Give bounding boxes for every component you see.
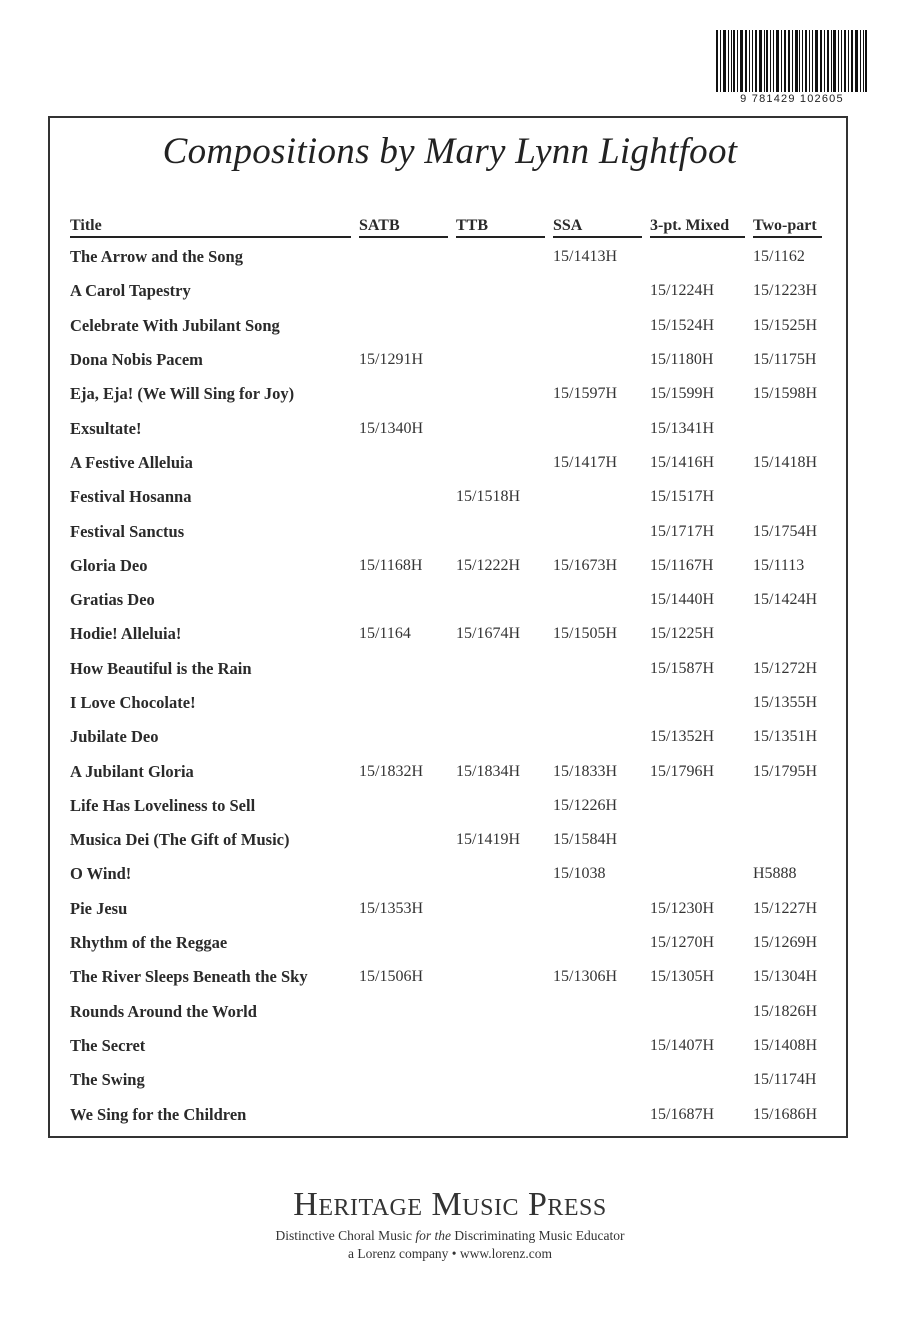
catalog-number-ttb: [456, 652, 553, 686]
catalog-number-two-part: 15/1525H: [753, 316, 817, 334]
catalog-number-ttb: [456, 1063, 553, 1097]
table-row: [70, 652, 830, 686]
catalog-number-satb: [359, 274, 456, 308]
compositions-table: [70, 210, 830, 1132]
catalog-number-ttb: 15/1222H: [456, 556, 520, 574]
catalog-number-two-part: 15/1408H: [753, 1036, 817, 1054]
catalog-number-ssa: 15/1584H: [553, 831, 617, 849]
catalog-number-ttb: [456, 274, 553, 308]
barcode-bar: [831, 30, 832, 92]
table-row: [70, 411, 830, 445]
catalog-number-satb: [359, 652, 456, 686]
catalog-number-ttb: [456, 960, 553, 994]
barcode-bar: [865, 30, 867, 92]
column-header-ssa: SSA: [553, 210, 650, 240]
catalog-number-ttb: [456, 583, 553, 617]
table-row: [70, 377, 830, 411]
barcode-bar: [863, 30, 864, 92]
catalog-number-ssa: [553, 652, 650, 686]
publisher-footer: [0, 1186, 900, 1262]
catalog-number-ssa: 15/1833H: [553, 762, 617, 780]
composition-title: We Sing for the Children: [70, 1104, 247, 1124]
catalog-number-ttb: [456, 1097, 553, 1131]
composition-title: Hodie! Alleluia!: [70, 624, 182, 644]
barcode-bar: [731, 30, 732, 92]
catalog-number-satb: [359, 480, 456, 514]
catalog-number-3pt-mixed: [650, 995, 753, 1029]
catalog-number-two-part: [753, 789, 830, 823]
barcode-bar: [855, 30, 858, 92]
catalog-number-3pt-mixed: [650, 240, 753, 274]
catalog-number-two-part: 15/1754H: [753, 522, 817, 540]
table-row: [70, 720, 830, 754]
composition-title: The Arrow and the Song: [70, 247, 243, 267]
catalog-number-two-part: 15/1223H: [753, 282, 817, 300]
catalog-number-ttb: 15/1834H: [456, 762, 520, 780]
catalog-number-ttb: 15/1419H: [456, 831, 520, 849]
catalog-number-satb: 15/1164: [359, 625, 411, 643]
catalog-number-two-part: 15/1162: [753, 248, 805, 266]
catalog-number-ttb: [456, 309, 553, 343]
catalog-number-ttb: [456, 892, 553, 926]
catalog-number-two-part: 15/1355H: [753, 694, 817, 711]
catalog-number-two-part: 15/1174H: [753, 1071, 817, 1089]
catalog-number-satb: [359, 789, 456, 823]
catalog-number-3pt-mixed: 15/1717H: [650, 522, 714, 540]
composition-title: Gratias Deo: [70, 590, 155, 610]
barcode-bar: [733, 30, 735, 92]
catalog-number-satb: 15/1832H: [359, 762, 423, 780]
table-row: [70, 1029, 830, 1063]
catalog-number-two-part: 15/1598H: [753, 385, 817, 403]
composition-title: Rhythm of the Reggae: [70, 933, 228, 953]
table-row: [70, 960, 830, 994]
catalog-number-ttb: [456, 720, 553, 754]
catalog-number-3pt-mixed: [650, 823, 753, 857]
barcode-bar: [812, 30, 813, 92]
catalog-number-ssa: [553, 892, 650, 926]
composition-title: I Love Chocolate!: [70, 693, 196, 712]
catalog-number-two-part: 15/1304H: [753, 968, 817, 986]
catalog-number-ttb: [456, 1029, 553, 1063]
column-header-ttb: TTB: [456, 210, 553, 240]
composition-title: The River Sleeps Beneath the Sky: [70, 967, 308, 987]
composition-title: The Swing: [70, 1070, 145, 1090]
catalog-number-ssa: 15/1417H: [553, 453, 617, 471]
catalog-number-ssa: [553, 274, 650, 308]
catalog-number-satb: 15/1168H: [359, 556, 423, 574]
column-header-3pt-mixed: 3-pt. Mixed: [650, 210, 753, 240]
catalog-number-3pt-mixed: 15/1440H: [650, 591, 714, 609]
barcode-bar: [773, 30, 774, 92]
composition-title: How Beautiful is the Rain: [70, 658, 252, 678]
catalog-number-ssa: [553, 926, 650, 960]
publisher-logo: Heritage Music Press: [293, 1186, 607, 1223]
catalog-number-ssa: [553, 1063, 650, 1097]
catalog-number-3pt-mixed: 15/1524H: [650, 316, 714, 334]
barcode-bar: [737, 30, 738, 92]
barcode-bar: [749, 30, 750, 92]
catalog-number-two-part: 15/1418H: [753, 453, 817, 471]
catalog-number-ssa: [553, 583, 650, 617]
composition-title: Festival Sanctus: [70, 521, 185, 541]
catalog-number-satb: [359, 514, 456, 548]
catalog-number-3pt-mixed: 15/1224H: [650, 282, 714, 300]
table-row: [70, 857, 830, 891]
catalog-number-ssa: 15/1597H: [553, 385, 617, 403]
barcode: [716, 30, 868, 105]
catalog-number-satb: [359, 995, 456, 1029]
catalog-number-satb: [359, 1063, 456, 1097]
catalog-number-3pt-mixed: 15/1270H: [650, 934, 714, 952]
barcode-bar: [809, 30, 810, 92]
catalog-number-3pt-mixed: 15/1407H: [650, 1036, 714, 1054]
catalog-number-ttb: [456, 514, 553, 548]
barcode-bar: [740, 30, 743, 92]
catalog-number-ttb: [456, 446, 553, 480]
catalog-number-two-part: 15/1113: [753, 556, 805, 574]
catalog-number-ttb: [456, 377, 553, 411]
table-row: [70, 274, 830, 308]
catalog-number-two-part: 15/1272H: [753, 659, 817, 677]
barcode-bar: [764, 30, 765, 92]
catalog-number-ssa: 15/1505H: [553, 625, 617, 643]
catalog-number-ssa: [553, 1097, 650, 1131]
barcode-bar: [833, 30, 836, 92]
catalog-number-two-part: [753, 480, 830, 514]
catalog-number-ttb: [456, 926, 553, 960]
catalog-number-two-part: H5888: [753, 865, 797, 883]
barcode-bar: [844, 30, 846, 92]
catalog-number-ssa: 15/1226H: [553, 796, 617, 814]
table-row: [70, 789, 830, 823]
barcode-bar: [723, 30, 726, 92]
catalog-number-ssa: 15/1306H: [553, 968, 617, 986]
catalog-number-ssa: [553, 1029, 650, 1063]
catalog-number-3pt-mixed: 15/1305H: [650, 968, 714, 986]
table-row: [70, 754, 830, 788]
table-row: [70, 1063, 830, 1097]
catalog-number-ssa: [553, 514, 650, 548]
barcode-bar: [802, 30, 803, 92]
catalog-number-3pt-mixed: [650, 686, 753, 720]
barcode-bar: [781, 30, 782, 92]
table-row: [70, 583, 830, 617]
catalog-number-two-part: [753, 823, 830, 857]
publisher-tagline: Distinctive Choral Music for the Discriminating Music Educator: [275, 1228, 625, 1243]
catalog-number-satb: [359, 720, 456, 754]
barcode-bar: [805, 30, 807, 92]
catalog-number-two-part: [753, 411, 830, 445]
catalog-number-satb: [359, 926, 456, 960]
barcode-bar: [792, 30, 793, 92]
catalog-number-3pt-mixed: [650, 789, 753, 823]
barcode-bar: [799, 30, 800, 92]
catalog-number-ttb: [456, 686, 553, 720]
table-header-row: [70, 210, 830, 240]
catalog-number-two-part: 15/1686H: [753, 1105, 817, 1123]
catalog-number-two-part: 15/1826H: [753, 1002, 817, 1020]
barcode-bar: [848, 30, 849, 92]
barcode-bar: [841, 30, 842, 92]
catalog-number-satb: [359, 446, 456, 480]
catalog-number-3pt-mixed: 15/1167H: [650, 556, 714, 574]
table-row: [70, 480, 830, 514]
composition-title: Life Has Loveliness to Sell: [70, 795, 256, 815]
table-row: [70, 995, 830, 1029]
barcode-bar: [745, 30, 747, 92]
catalog-number-3pt-mixed: 15/1687H: [650, 1105, 714, 1123]
table-row: [70, 309, 830, 343]
catalog-number-ssa: [553, 343, 650, 377]
composition-title: Pie Jesu: [70, 898, 128, 918]
composition-title: Eja, Eja! (We Will Sing for Joy): [70, 384, 295, 404]
composition-title: A Festive Alleluia: [70, 452, 193, 472]
table-row: [70, 1097, 830, 1131]
composition-title: Rounds Around the World: [70, 1001, 257, 1021]
catalog-number-satb: 15/1291H: [359, 351, 423, 369]
catalog-number-ssa: [553, 686, 650, 720]
table-row: [70, 686, 830, 720]
barcode-bars: [716, 30, 868, 92]
composition-title: Jubilate Deo: [70, 727, 159, 747]
barcode-bar: [716, 30, 718, 92]
composition-title: The Secret: [70, 1035, 146, 1055]
catalog-number-satb: [359, 309, 456, 343]
catalog-number-3pt-mixed: 15/1352H: [650, 728, 714, 746]
catalog-number-ssa: 15/1038: [553, 865, 606, 883]
catalog-number-ssa: 15/1413H: [553, 248, 617, 266]
catalog-number-ttb: [456, 343, 553, 377]
catalog-number-two-part: 15/1795H: [753, 762, 817, 780]
catalog-number-ttb: [456, 240, 553, 274]
catalog-number-3pt-mixed: 15/1180H: [650, 351, 714, 369]
catalog-number-satb: [359, 240, 456, 274]
catalog-number-two-part: 15/1175H: [753, 351, 817, 369]
barcode-bar: [784, 30, 786, 92]
catalog-number-two-part: 15/1269H: [753, 934, 817, 952]
barcode-bar: [827, 30, 829, 92]
column-header-two-part: Two-part: [753, 210, 830, 240]
catalog-number-3pt-mixed: [650, 857, 753, 891]
barcode-bar: [755, 30, 757, 92]
catalog-number-two-part: 15/1424H: [753, 591, 817, 609]
catalog-number-3pt-mixed: 15/1416H: [650, 453, 714, 471]
catalog-number-3pt-mixed: 15/1587H: [650, 659, 714, 677]
catalog-number-ttb: [456, 789, 553, 823]
catalog-number-ttb: 15/1674H: [456, 625, 520, 643]
composition-title: Celebrate With Jubilant Song: [70, 315, 280, 335]
catalog-number-satb: [359, 1097, 456, 1131]
catalog-number-satb: [359, 823, 456, 857]
composition-title: Gloria Deo: [70, 555, 148, 575]
page-title: Compositions by Mary Lynn Lightfoot: [162, 131, 738, 172]
catalog-number-3pt-mixed: 15/1599H: [650, 385, 714, 403]
composition-title: Festival Hosanna: [70, 487, 192, 507]
barcode-bar: [766, 30, 768, 92]
composition-title: O Wind!: [70, 864, 132, 884]
barcode-bar: [720, 30, 721, 92]
table-row: [70, 240, 830, 274]
catalog-number-satb: [359, 583, 456, 617]
catalog-number-3pt-mixed: [650, 1063, 753, 1097]
table-row: [70, 446, 830, 480]
company-line: a Lorenz company • www.lorenz.com: [347, 1246, 553, 1261]
composition-title: Exsultate!: [70, 418, 142, 438]
catalog-number-satb: [359, 686, 456, 720]
barcode-bar: [752, 30, 753, 92]
catalog-number-3pt-mixed: 15/1796H: [650, 762, 714, 780]
barcode-bar: [820, 30, 822, 92]
barcode-bar: [770, 30, 771, 92]
barcode-bar: [776, 30, 779, 92]
barcode-bar: [824, 30, 825, 92]
catalog-number-two-part: 15/1351H: [753, 728, 817, 746]
catalog-number-satb: 15/1506H: [359, 968, 423, 986]
catalog-number-ssa: 15/1673H: [553, 556, 617, 574]
catalog-number-satb: 15/1340H: [359, 419, 423, 437]
table-row: [70, 926, 830, 960]
catalog-number-ttb: [456, 857, 553, 891]
table-row: [70, 343, 830, 377]
catalog-number-ttb: [456, 411, 553, 445]
barcode-bar: [728, 30, 729, 92]
catalog-number-3pt-mixed: 15/1341H: [650, 419, 714, 437]
catalog-number-ssa: [553, 995, 650, 1029]
barcode-bar: [815, 30, 818, 92]
catalog-number-3pt-mixed: 15/1517H: [650, 488, 714, 506]
catalog-number-ssa: [553, 411, 650, 445]
table-row: [70, 514, 830, 548]
catalog-number-ssa: [553, 309, 650, 343]
composition-title: A Jubilant Gloria: [70, 761, 194, 781]
barcode-bar: [851, 30, 853, 92]
composition-title: Musica Dei (The Gift of Music): [70, 830, 290, 850]
barcode-bar: [788, 30, 790, 92]
catalog-number-satb: [359, 1029, 456, 1063]
barcode-bar: [860, 30, 861, 92]
catalog-number-ssa: [553, 480, 650, 514]
catalog-number-two-part: 15/1227H: [753, 899, 817, 917]
barcode-bar: [795, 30, 798, 92]
column-header-title: Title: [70, 210, 359, 240]
barcode-bar: [838, 30, 839, 92]
catalog-number-satb: [359, 857, 456, 891]
table-row: [70, 549, 830, 583]
isbn-digits: 9 781429 102605: [740, 93, 844, 105]
table-row: [70, 823, 830, 857]
catalog-number-ssa: [553, 720, 650, 754]
catalog-number-3pt-mixed: 15/1225H: [650, 625, 714, 643]
catalog-number-satb: [359, 377, 456, 411]
catalog-number-3pt-mixed: 15/1230H: [650, 899, 714, 917]
table-row: [70, 892, 830, 926]
composition-title: A Carol Tapestry: [70, 281, 191, 301]
catalog-number-ttb: 15/1518H: [456, 488, 520, 506]
table-row: [70, 617, 830, 651]
catalog-number-two-part: [753, 617, 830, 651]
catalog-number-ttb: [456, 995, 553, 1029]
barcode-bar: [759, 30, 762, 92]
column-header-satb: SATB: [359, 210, 456, 240]
composition-title: Dona Nobis Pacem: [70, 350, 203, 370]
catalog-number-satb: 15/1353H: [359, 899, 423, 917]
